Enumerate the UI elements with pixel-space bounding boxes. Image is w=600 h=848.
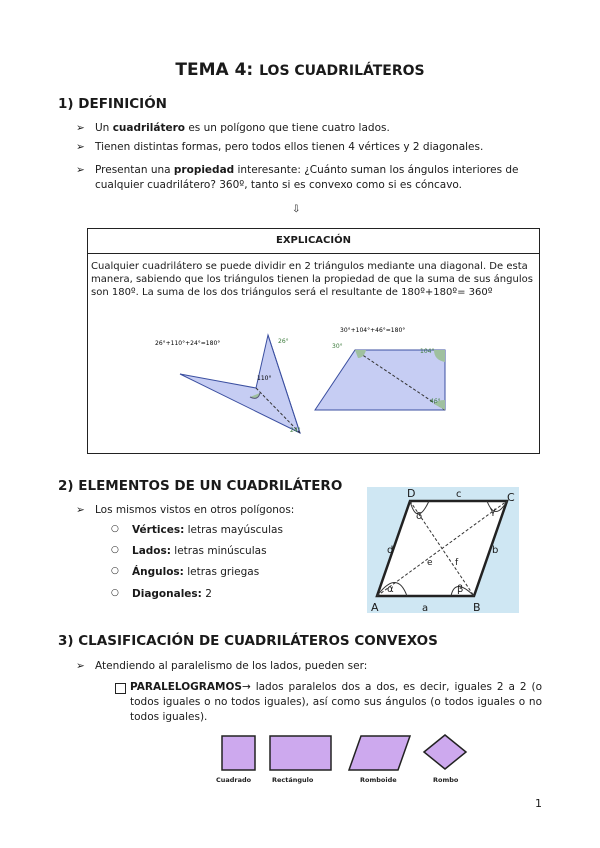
- bullet-arrow-icon: ➢: [76, 164, 85, 176]
- svg-text:46°: 46°: [430, 398, 441, 405]
- svg-text:26°: 26°: [278, 338, 289, 345]
- bullet-arrow-icon: ➢: [76, 660, 85, 672]
- page-number: 1: [535, 797, 542, 810]
- svg-text:α: α: [387, 584, 394, 595]
- element-vertices: ○ Vértices: letras mayúsculas: [111, 524, 283, 536]
- svg-text:e: e: [427, 558, 433, 568]
- svg-text:C: C: [507, 491, 515, 504]
- element-diagonals: ○ Diagonales: 2: [111, 588, 212, 600]
- circle-bullet-icon: ○: [111, 545, 119, 555]
- svg-text:b: b: [492, 545, 499, 556]
- title-sub: LOS CUADRILÁTEROS: [259, 63, 425, 79]
- element-sides: ○ Lados: letras minúsculas: [111, 545, 267, 557]
- svg-text:γ: γ: [490, 506, 496, 517]
- svg-text:B: B: [473, 601, 481, 613]
- parallelogram-types-figure: [213, 733, 483, 788]
- bullet-3: ➢ Presentan una propiedad interesante: ¿Cuánto suman los ángulos interiores de cualquier cuadrilátero? 360º, tanto si es convexo como si es cóncavo.: [76, 164, 519, 191]
- shape-label-square: Cuadrado: [216, 776, 252, 784]
- circle-bullet-icon: ○: [111, 588, 119, 598]
- explanation-text: Cualquier cuadrilátero se puede dividir en 2 triángulos mediante una diagonal. De esta manera, sabiendo que los triángulos tienen la propiedad de que la suma de sus ángulos son 180º. La suma de los dos triángulos será el resultante de 180º+180º= 360º: [91, 261, 533, 298]
- page-title: [0, 60, 600, 80]
- element-angles: ○ Ángulos: letras griegas: [111, 566, 260, 578]
- bullet-arrow-icon: ➢: [76, 122, 85, 134]
- fig1-formula: 26°+110°+24°=180°: [155, 340, 221, 347]
- svg-text:A: A: [371, 601, 379, 613]
- section-2-heading: 2) ELEMENTOS DE UN CUADRILÁTERO: [58, 478, 343, 494]
- title-main: TEMA 4:: [175, 60, 254, 80]
- svg-text:a: a: [422, 603, 429, 613]
- checkbox-icon: [115, 683, 126, 694]
- shape-label-rectangle: Rectángulo: [272, 776, 314, 784]
- shape-label-rhomboid: Romboide: [360, 776, 397, 784]
- bullet-2: ➢ Tienen distintas formas, pero todos ellos tienen 4 vértices y 2 diagonales.: [76, 141, 484, 153]
- down-arrow-icon: ⇩: [292, 204, 301, 215]
- svg-text:f: f: [455, 558, 459, 568]
- shape-label-rhombus: Rombo: [433, 776, 459, 784]
- svg-text:d: d: [387, 545, 394, 556]
- bullet-arrow-icon: ➢: [76, 141, 85, 153]
- fig2-formula: 30°+104°+46°=180°: [340, 327, 406, 334]
- section-3-heading: 3) CLASIFICACIÓN DE CUADRILÁTEROS CONVEXOS: [58, 633, 438, 649]
- svg-text:c: c: [456, 489, 462, 500]
- bullet-1: ➢ Un cuadrilátero es un polígono que tiene cuatro lados.: [76, 122, 390, 134]
- bullet-arrow-icon: ➢: [76, 504, 85, 516]
- svg-text:110°: 110°: [257, 375, 272, 382]
- bullet-4: ➢ Los mismos vistos en otros polígonos:: [76, 504, 295, 516]
- svg-text:104°: 104°: [420, 348, 435, 355]
- svg-text:24°: 24°: [290, 427, 301, 434]
- circle-bullet-icon: ○: [111, 566, 119, 576]
- explanation-header: EXPLICACIÓN: [88, 229, 539, 254]
- parallelograms-text: PARALELOGRAMOS→ lados paralelos dos a dos, es decir, iguales 2 a 2 (o todos iguales o no todos iguales), así como sus ángulos (o todos iguales o no todos iguales).: [130, 681, 542, 723]
- svg-text:δ: δ: [416, 511, 423, 522]
- section-1-heading: 1) DEFINICIÓN: [58, 96, 167, 112]
- quadrilateral-elements-figure: [367, 487, 519, 613]
- svg-text:β: β: [457, 584, 464, 595]
- bullet-5: ➢ Atendiendo al paralelismo de los lados, pueden ser:: [76, 660, 368, 672]
- svg-text:30°: 30°: [332, 343, 343, 350]
- concave-quadrilateral-figure: [150, 325, 310, 440]
- svg-text:D: D: [407, 487, 416, 500]
- circle-bullet-icon: ○: [111, 524, 119, 534]
- trapezoid-figure: [310, 320, 460, 415]
